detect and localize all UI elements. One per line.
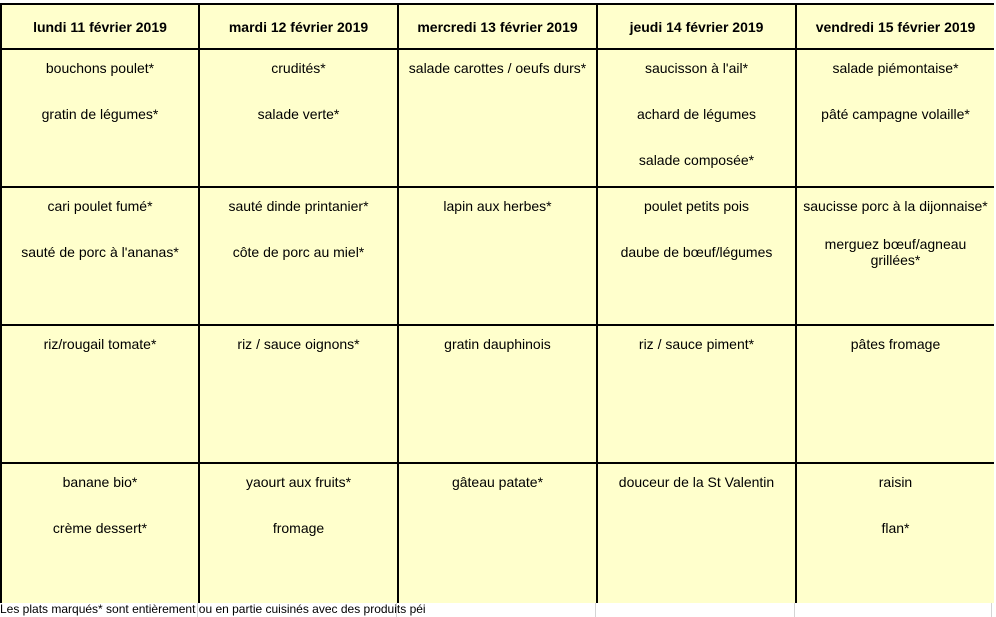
day-header-wednesday: mercredi 13 février 2019 <box>399 5 598 50</box>
dish: pâté campagne volaille* <box>821 106 970 122</box>
dish: salade piémontaise* <box>832 60 959 76</box>
dish: sauté de porc à l'ananas* <box>21 244 179 260</box>
dish: gratin de légumes* <box>41 106 159 122</box>
starters-cell-tuesday <box>200 50 399 188</box>
spreadsheet-gridline <box>991 603 992 617</box>
starters-cell-thursday <box>598 50 797 188</box>
sides-cell-friday <box>797 326 994 464</box>
dish: salade verte* <box>257 106 340 122</box>
dish: poulet petits pois <box>643 198 750 214</box>
dish: merguez bœuf/agneau grillées* <box>824 236 967 268</box>
starters-cell-monday <box>2 50 200 188</box>
dish: daube de bœuf/légumes <box>620 244 773 260</box>
dish: crudités* <box>271 60 326 76</box>
sides-cell-wednesday <box>399 326 598 464</box>
dish: flan* <box>881 520 910 536</box>
desserts-cell-friday <box>797 464 994 603</box>
dish: gâteau patate* <box>451 474 544 490</box>
dish: cari poulet fumé* <box>47 198 153 214</box>
mains-cell-monday <box>2 188 200 326</box>
sides-cell-tuesday <box>200 326 399 464</box>
day-header-friday: vendredi 15 février 2019 <box>797 5 994 50</box>
dish: achard de légumes <box>636 106 757 122</box>
dish: riz / sauce oignons* <box>237 336 360 352</box>
dish: yaourt aux fruits* <box>245 474 352 490</box>
dish: sauté dinde printanier* <box>228 198 369 214</box>
sides-cell-monday <box>2 326 200 464</box>
desserts-cell-monday <box>2 464 200 603</box>
dish: saucisson à l'ail* <box>644 60 749 76</box>
footnote-text: Les plats marqués* sont entièrement ou en partie cuisinés avec des produits péi <box>0 602 426 616</box>
starters-cell-friday <box>797 50 994 188</box>
desserts-cell-thursday <box>598 464 797 603</box>
mains-cell-thursday <box>598 188 797 326</box>
desserts-cell-tuesday <box>200 464 399 603</box>
mains-cell-friday <box>797 188 994 326</box>
mains-cell-wednesday <box>399 188 598 326</box>
day-header-tuesday: mardi 12 février 2019 <box>200 5 399 50</box>
dish: lapin aux herbes* <box>443 198 552 214</box>
starters-cell-wednesday <box>399 50 598 188</box>
mains-cell-tuesday <box>200 188 399 326</box>
dish: riz/rougail tomate* <box>43 336 157 352</box>
dish: bouchons poulet* <box>45 60 155 76</box>
menu-table <box>0 3 994 603</box>
dish: salade composée* <box>638 152 755 168</box>
dish: riz / sauce piment* <box>638 336 755 352</box>
spreadsheet-gridline <box>595 603 596 617</box>
dish: salade carottes / oeufs durs* <box>408 60 587 76</box>
dish: saucisse porc à la dijonnaise* <box>803 198 988 214</box>
dish: pâtes fromage <box>850 336 941 352</box>
dish: banane bio* <box>62 474 138 490</box>
dish: raisin <box>878 474 913 490</box>
dish: côte de porc au miel* <box>232 244 365 260</box>
sides-cell-thursday <box>598 326 797 464</box>
dish: fromage <box>272 520 325 536</box>
desserts-cell-wednesday <box>399 464 598 603</box>
dish: gratin dauphinois <box>444 336 551 352</box>
day-header-monday: lundi 11 février 2019 <box>2 5 200 50</box>
dish: crème dessert* <box>52 520 148 536</box>
day-header-thursday: jeudi 14 février 2019 <box>598 5 797 50</box>
spreadsheet-gridline <box>794 603 795 617</box>
dish: douceur de la St Valentin <box>618 474 775 490</box>
